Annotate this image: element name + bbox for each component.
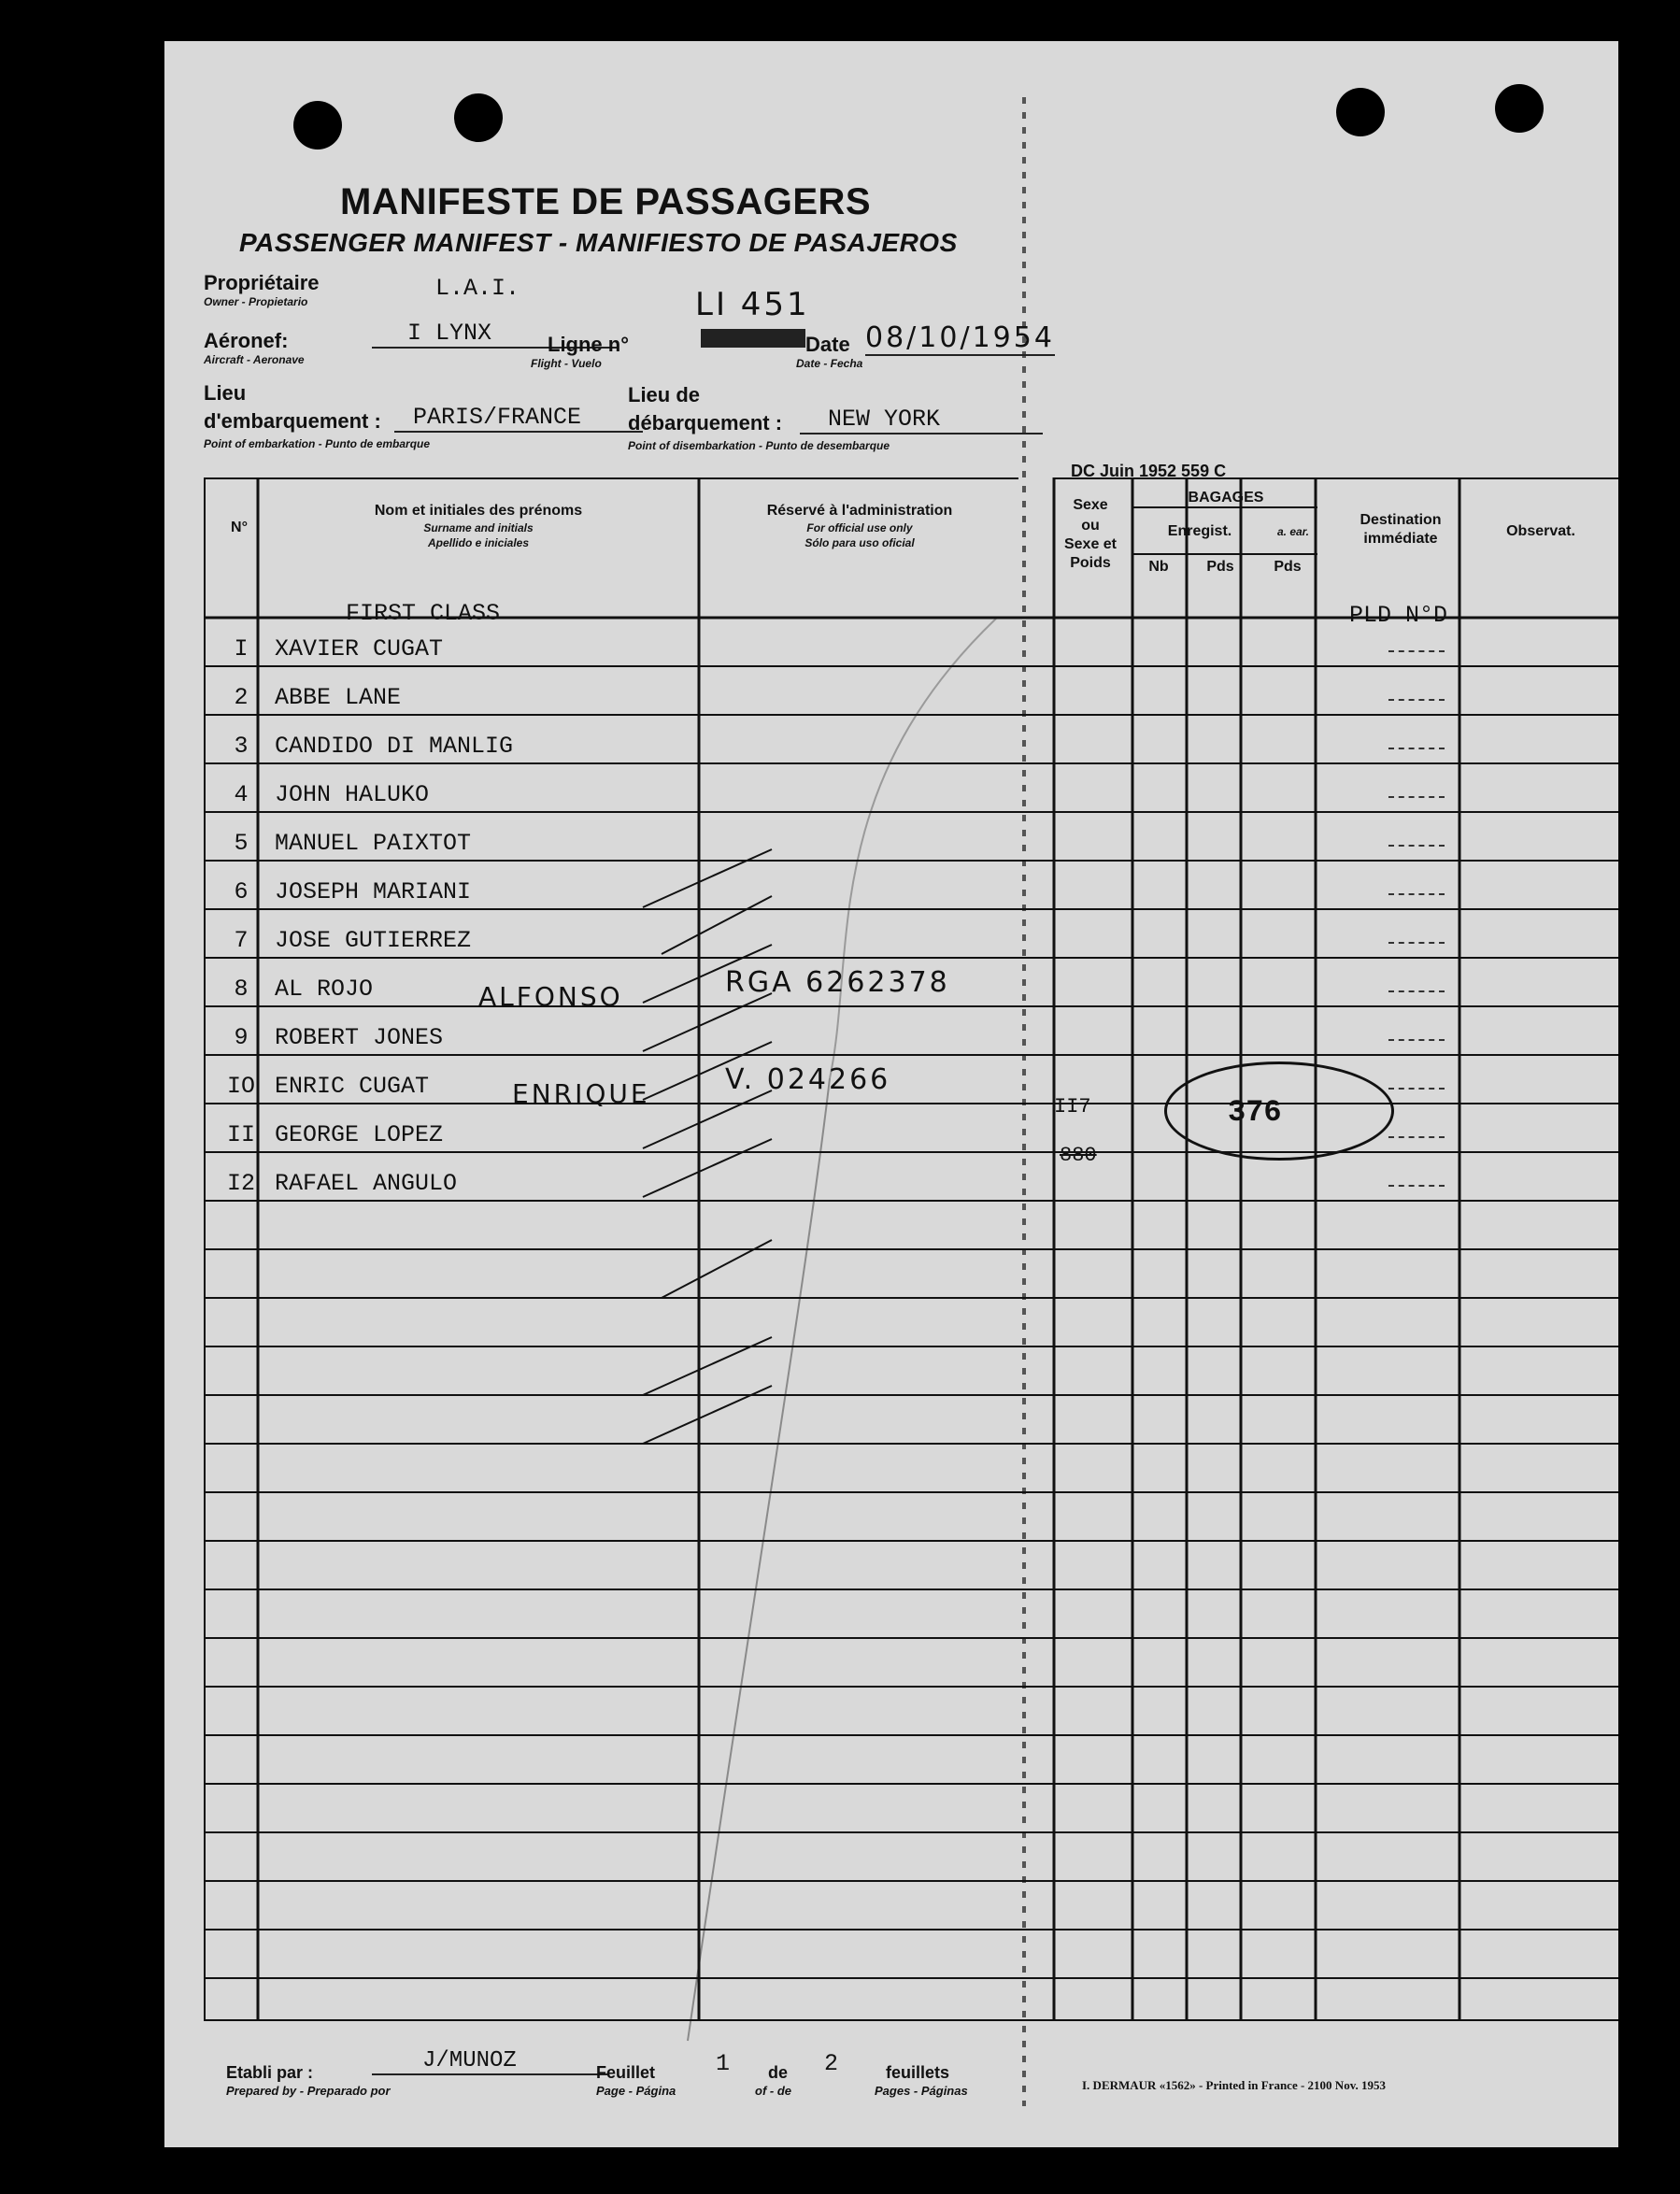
strike-mark: [662, 896, 772, 954]
sheet-sub: Page - Página: [596, 2084, 676, 2098]
destination-dash: [1388, 893, 1445, 899]
prepared-label: Etabli par :: [226, 2063, 314, 2082]
prepared-sub: Prepared by - Preparado por: [226, 2084, 391, 2098]
passenger-name: JOHN HALUKO: [275, 781, 430, 808]
page-title: MANIFESTE DE PASSAGERS: [340, 181, 872, 222]
destination-dash: [1388, 1039, 1445, 1045]
row-number: I: [234, 635, 249, 662]
header-sex-4: Poids: [1070, 555, 1111, 571]
row-number: 3: [234, 733, 249, 760]
correction-row-8: ALFONSO: [478, 981, 623, 1012]
side-number-2: 880: [1060, 1144, 1097, 1167]
header-no: N°: [231, 520, 248, 535]
form-code: DC Juin 1952 559 C: [1071, 462, 1227, 480]
header-admin-sub-1: For official use only: [806, 521, 913, 534]
strike-mark: [643, 1090, 772, 1148]
header-sex-2: ou: [1081, 518, 1100, 534]
header-name-sub-1: Surname and initials: [423, 521, 534, 534]
passenger-name: JOSE GUTIERREZ: [275, 927, 472, 954]
header-pds: Pds: [1206, 559, 1234, 575]
sheets-label: feuillets: [886, 2063, 950, 2082]
sheets-sub: Pages - Páginas: [875, 2084, 968, 2098]
strike-mark: [643, 1139, 772, 1197]
sheet-label: Feuillet: [596, 2063, 656, 2082]
owner-value: L.A.I.: [435, 275, 520, 302]
prepared-value: J/MUNOZ: [372, 2048, 609, 2075]
strike-mark: [643, 993, 772, 1051]
passenger-name: AL ROJO: [275, 976, 374, 1003]
owner-sub: Owner - Propietario: [204, 295, 308, 308]
destination-dash: [1388, 1088, 1445, 1093]
destination-dash: [1388, 990, 1445, 996]
header-admin-sub-2: Sólo para uso oficial: [804, 536, 915, 549]
destination-dash: [1388, 942, 1445, 947]
passenger-name: CANDIDO DI MANLIG: [275, 733, 514, 760]
correction-row-10: ENRIQUE: [512, 1078, 650, 1109]
page-subtitle: PASSENGER MANIFEST - MANIFIESTO DE PASAJEROS: [239, 228, 958, 257]
owner-label: Propriétaire: [204, 271, 320, 294]
row-number: IO: [226, 1073, 255, 1100]
of-sub: of - de: [755, 2084, 791, 2098]
side-number-1: II7: [1054, 1095, 1091, 1118]
aircraft-label: Aéronef:: [204, 329, 289, 352]
header-name: Nom et initiales des prénoms: [374, 503, 583, 519]
strike-mark: [643, 849, 772, 907]
header-admin: Réservé à l'administration: [766, 503, 953, 519]
flight-value: LI 451: [695, 286, 810, 323]
destination-dash: [1388, 748, 1445, 753]
disembark-label-2: débarquement :: [628, 411, 783, 435]
disembark-sub: Point of disembarkation - Punto de desembarque: [628, 439, 890, 452]
redaction-mark: [701, 329, 805, 348]
embark-value: PARIS/FRANCE: [394, 404, 643, 433]
header-destination-1: Destination: [1360, 512, 1442, 528]
disembark-label-1: Lieu de: [628, 383, 701, 406]
row-number: 6: [234, 878, 249, 905]
header-name-sub-2: Apellido e iniciales: [427, 536, 530, 549]
passenger-name: JOSEPH MARIANI: [275, 878, 472, 905]
total-value: 2: [824, 2050, 839, 2077]
header-sex-3: Sexe et: [1063, 536, 1118, 552]
passenger-name: GEORGE LOPEZ: [275, 1121, 444, 1148]
date-label: Date: [805, 333, 850, 356]
destination-dash: [1388, 1185, 1445, 1190]
row-number: I2: [226, 1170, 255, 1197]
embark-label-2: d'embarquement :: [204, 409, 381, 433]
sheet-value: 1: [716, 2050, 731, 2077]
circled-number: 376: [1228, 1095, 1282, 1130]
admin-entry: V. 024266: [725, 1063, 891, 1096]
header-sex-1: Sexe: [1073, 497, 1108, 513]
destination-dash: [1388, 796, 1445, 802]
disembark-value: NEW YORK: [800, 406, 1043, 435]
flight-sub: Flight - Vuelo: [531, 357, 602, 370]
header-registered: Enregist.: [1167, 523, 1232, 539]
destination-dash: [1388, 845, 1445, 850]
of-label: de: [768, 2063, 789, 2082]
row-number: 9: [234, 1024, 249, 1051]
passenger-name: ROBERT JONES: [275, 1024, 444, 1051]
aircraft-value: I LYNX: [372, 320, 619, 349]
date-sub: Date - Fecha: [796, 357, 863, 370]
row-number: 2: [234, 684, 249, 711]
header-pds-2: Pds: [1274, 559, 1302, 575]
row-number: 7: [234, 927, 249, 954]
row-number: 8: [234, 976, 249, 1003]
header-hand: a. ear.: [1276, 525, 1310, 538]
row-number: 5: [234, 830, 249, 857]
destination-dash: [1388, 650, 1445, 656]
row-number: 4: [234, 781, 249, 808]
passenger-name: ENRIC CUGAT: [275, 1073, 430, 1100]
passenger-name: XAVIER CUGAT: [275, 635, 444, 662]
manifest-paper: [164, 41, 1618, 2147]
flight-label: Ligne n°: [548, 333, 630, 356]
manifest-table-grid: [204, 477, 1618, 2021]
printer-credit: I. DERMAUR «1562» - Printed in France - 2100 Nov. 1953: [1082, 2078, 1386, 2092]
class-label: FIRST CLASS: [346, 600, 501, 627]
embark-label-1: Lieu: [204, 381, 247, 405]
passenger-name: MANUEL PAIXTOT: [275, 830, 472, 857]
header-nb: Nb: [1148, 559, 1169, 575]
admin-entry: RGA 6262378: [725, 966, 950, 999]
destination-dash: [1388, 1136, 1445, 1142]
header-destination-2: immédiate: [1363, 531, 1438, 547]
row-number: II: [226, 1121, 255, 1148]
passenger-name: ABBE LANE: [275, 684, 402, 711]
destination-dash: [1388, 699, 1445, 705]
header-observations: Observat.: [1506, 523, 1575, 539]
embark-sub: Point of embarkation - Punto de embarque: [204, 437, 431, 450]
date-value: 08/10/1954: [865, 321, 1055, 354]
passenger-name: RAFAEL ANGULO: [275, 1170, 458, 1197]
destination-note: PLD N°D: [1349, 602, 1448, 629]
aircraft-sub: Aircraft - Aeronave: [204, 353, 305, 366]
header-baggage: BAGAGES: [1188, 490, 1264, 506]
